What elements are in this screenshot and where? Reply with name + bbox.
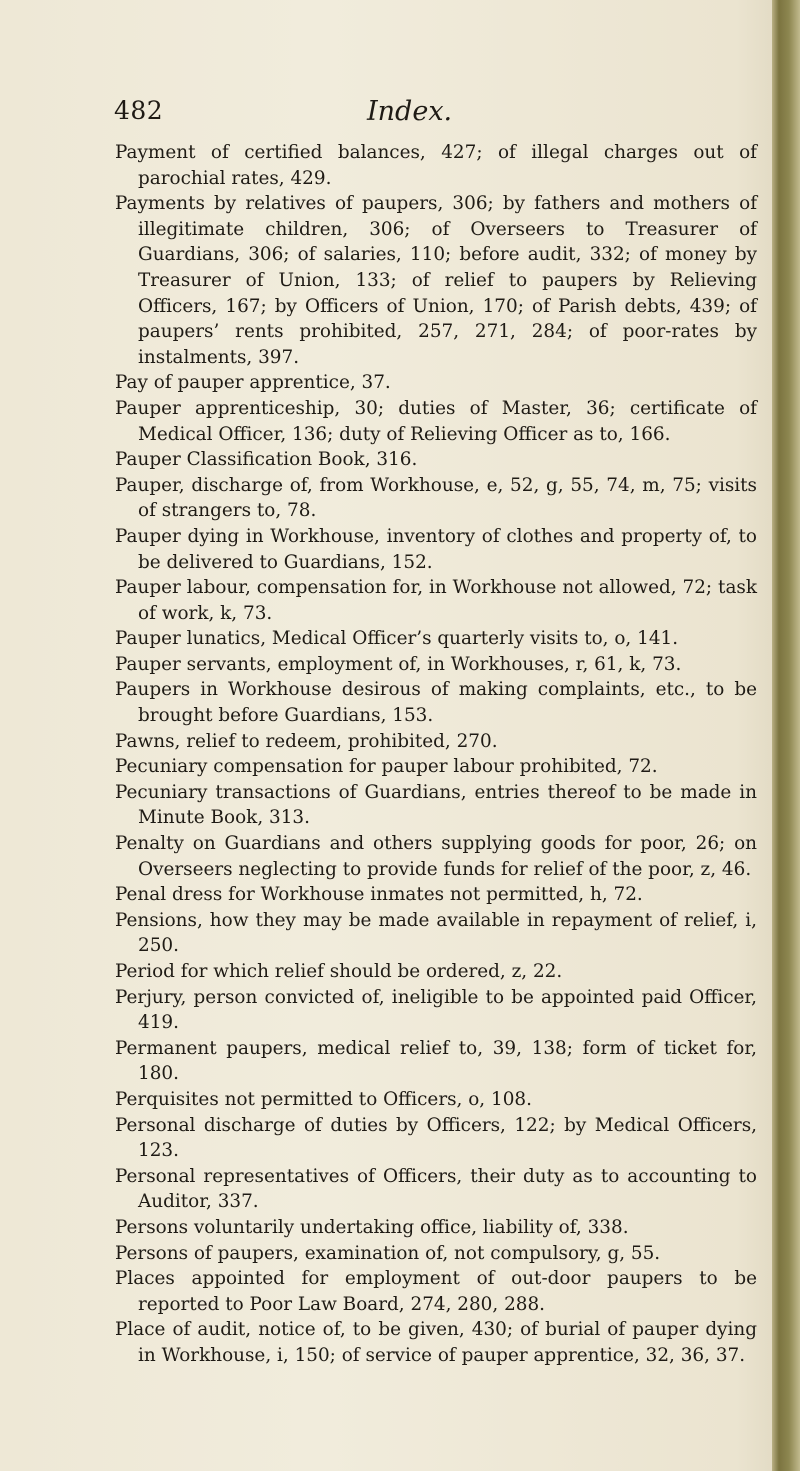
index-entry: Payment of certified balances, 427; of illegal charges out of parochial rates, 429. — [115, 142, 757, 189]
index-entry: Places appointed for employment of out-door paupers to be reported to Poor Law Board, 274, 280, 288. — [115, 1268, 757, 1315]
index-entry: Pawns, relief to redeem, prohibited, 270. — [115, 730, 498, 752]
index-entry: Pay of pauper apprentice, 37. — [115, 372, 391, 394]
index-entry: Pauper lunatics, Medical Officer’s quarterly visits to, o, 141. — [115, 628, 679, 650]
index-entry: Pauper apprenticeship, 30; duties of Master, 36; certificate of Medical Officer, 136; duty of Relieving Officer as to, 166. — [115, 397, 757, 445]
index-entry: Pecuniary compensation for pauper labour prohibited, 72. — [115, 756, 658, 778]
index-entry: Pauper servants, employment of, in Workhouses, r, 61, k, 73. — [115, 653, 682, 675]
index-entry: Pecuniary transactions of Guardians, entries thereof to be made in Minute Book, 313. — [115, 781, 757, 829]
page-number: 482 — [114, 96, 164, 125]
index-entry: Personal representatives of Officers, their duty as to accounting to Auditor, 337. — [115, 1165, 757, 1213]
book-spine-edge — [772, 0, 800, 1471]
index-entry: Paupers in Workhouse desirous of making complaints, etc., to be brought before Guardians, 153. — [115, 679, 757, 727]
index-entry: Permanent paupers, medical relief to, 39, 138; form of ticket for, 180. — [115, 1037, 757, 1085]
index-entry: Place of audit, notice of, to be given, 430; of burial of pauper dying in Workhouse, i, 150; of service of pauper apprentice, 32, 36, 37. — [115, 1319, 757, 1366]
index-entry: Personal discharge of duties by Officers, 122; by Medical Officers, 123. — [115, 1114, 757, 1162]
index-entry: Payments by relatives of paupers, 306; by fathers and mothers of illegitimate children, 306; of Overseers to Treasurer of Guardians, 306; of salaries, 110; before audit, 332; of money by Treasurer of Union, 133; of relief to paupers by Relieving Officers, 167; by Officers of Union, 170; of Parish debts, 439; of paupers’ rents prohibited, 257, 271, 284; of poor-rates by instalments, 397. — [115, 193, 757, 368]
index-entry: Perjury, person convicted of, ineligible to be appointed paid Officer, 419. — [115, 986, 757, 1034]
index-entry: Pauper labour, compensation for, in Workhouse not allowed, 72; task of work, k, 73. — [115, 577, 757, 624]
index-entry: Persons voluntarily undertaking office, liability of, 338. — [115, 1216, 629, 1238]
running-title: Index. — [367, 96, 453, 127]
index-entry: Penalty on Guardians and others supplying goods for poor, 26; on Overseers neglecting to provide funds for relief of the poor, z, 46. — [115, 833, 757, 880]
index-entries — [115, 140, 757, 1369]
index-entry: Perquisites not permitted to Officers, o, 108. — [115, 1088, 532, 1110]
index-entry: Pauper Classification Book, 316. — [115, 449, 418, 471]
index-entry: Pauper dying in Workhouse, inventory of clothes and property of, to be delivered to Guardians, 152. — [115, 525, 757, 573]
index-entry: Penal dress for Workhouse inmates not permitted, h, 72. — [115, 884, 643, 906]
page-header — [114, 96, 754, 136]
index-entry: Persons of paupers, examination of, not compulsory, g, 55. — [115, 1242, 661, 1264]
index-entry: Pauper, discharge of, from Workhouse, e, 52, g, 55, 74, m, 75; visits of strangers to, 78. — [115, 474, 757, 522]
index-entry: Pensions, how they may be made available in repayment of relief, i, 250. — [115, 909, 757, 957]
index-entry: Period for which relief should be ordered, z, 22. — [115, 961, 563, 982]
